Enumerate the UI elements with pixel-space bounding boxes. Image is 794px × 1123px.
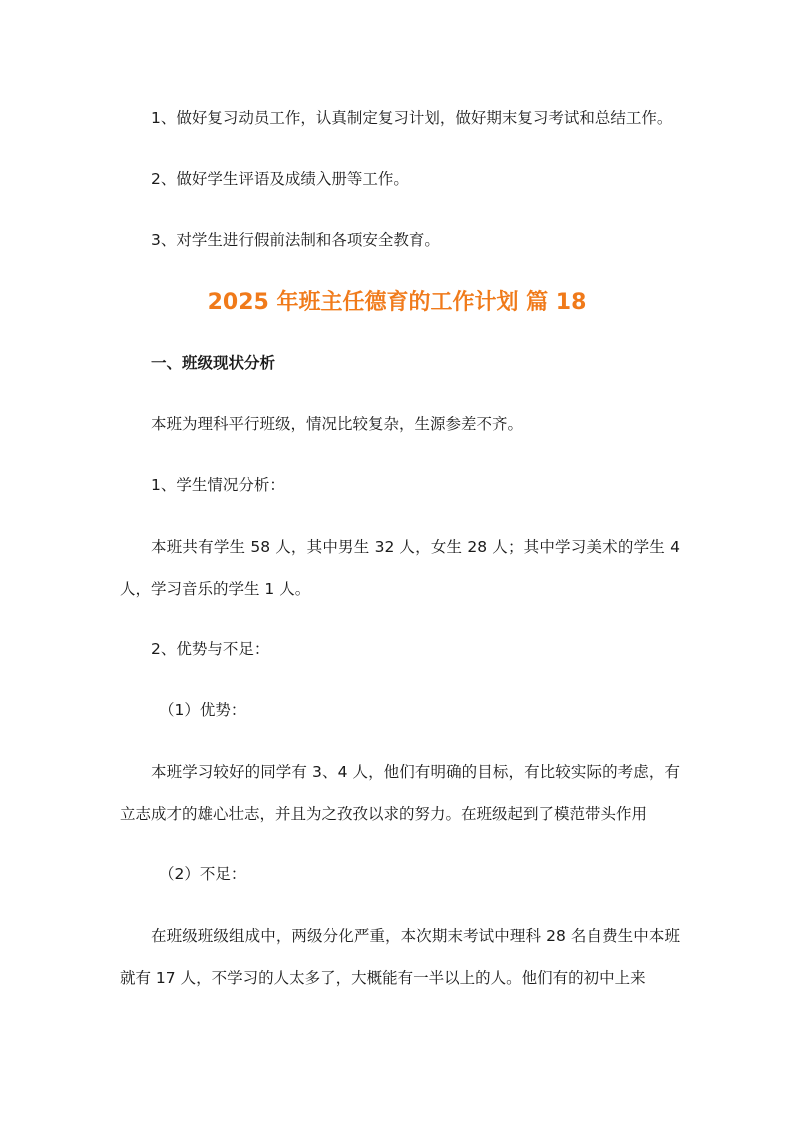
paragraph-safety-education: 3、对学生进行假前法制和各项安全教育。 (151, 231, 440, 249)
section-title: 2025 年班主任德育的工作计划 篇 18 (207, 290, 587, 315)
paragraph-class-overview: 本班为理科平行班级，情况比较复杂，生源参差不齐。 (151, 415, 524, 433)
paragraph-weaknesses-detail: 在班级班级组成中，两级分化严重，本次期末考试中理科 28 名自费生中本班就有 17 人，不学习的人太多了，大概能有一半以上的人。他们有的初中上来 (120, 927, 680, 987)
paragraph-student-analysis-label: 1、学生情况分析： (151, 476, 285, 494)
heading-class-analysis: 一、班级现状分析 (151, 354, 276, 372)
paragraph-strengths-detail: 本班学习较好的同学有 3、4 人，他们有明确的目标，有比较实际的考虑，有立志成才的雄心壮志，并且为之孜孜以求的努力。在班级起到了模范带头作用 (120, 763, 680, 823)
paragraph-strengths-label: （1）优势： (159, 701, 247, 719)
paragraph-weaknesses-label: （2）不足： (159, 865, 247, 883)
paragraph-evaluation-work: 2、做好学生评语及成绩入册等工作。 (151, 170, 409, 188)
paragraph-strengths-weaknesses-label: 2、优势与不足： (151, 640, 270, 658)
paragraph-student-counts: 本班共有学生 58 人，其中男生 32 人，女生 28 人；其中学习美术的学生 4 人，学习音乐的学生 1 人。 (120, 538, 680, 598)
paragraph-review-work: 1、做好复习动员工作，认真制定复习计划，做好期末复习考试和总结工作。 (151, 109, 673, 127)
